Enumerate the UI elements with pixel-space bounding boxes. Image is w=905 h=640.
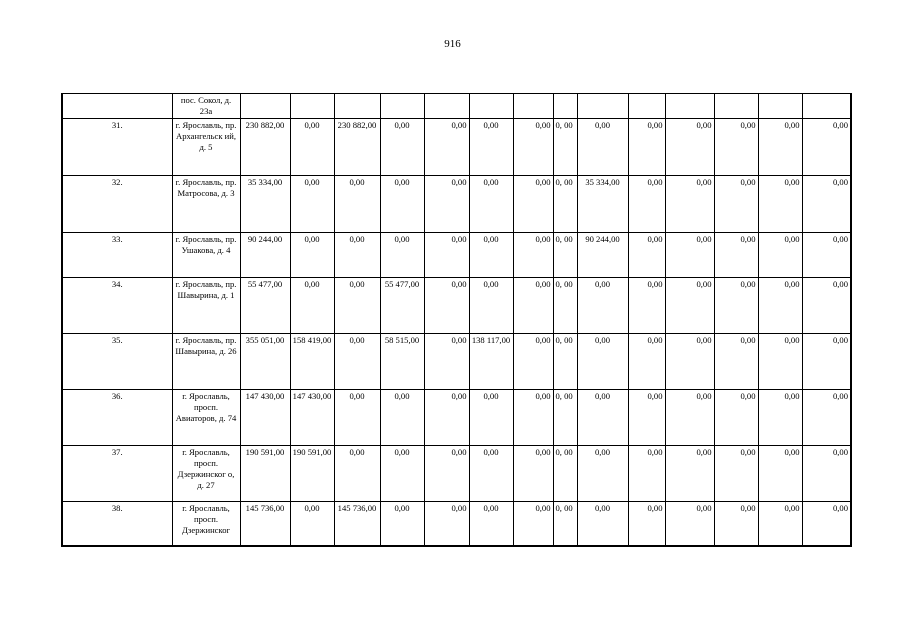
cell [424,94,469,119]
cell-address: г. Ярославль, просп. Авиаторов, д. 74 [172,389,240,445]
cell-col-8: 0, 00 [553,277,577,333]
page-number: 916 [444,38,461,50]
cell [802,94,851,119]
cell-col-2: 0,00 [290,501,334,546]
cell-col-10: 0,00 [628,501,665,546]
cell [240,94,290,119]
cell-row-number: 34. [62,277,172,333]
cell-col-7: 0,00 [513,445,553,501]
cell-col-11: 0,00 [665,118,714,175]
cell-col-4: 0,00 [380,175,424,232]
cell-col-3: 0,00 [334,445,380,501]
cell-col-11: 0,00 [665,232,714,277]
cell-col-10: 0,00 [628,232,665,277]
cell-row-number: 37. [62,445,172,501]
cell-col-2: 0,00 [290,118,334,175]
cell-col-12: 0,00 [714,118,758,175]
cell-col-6: 0,00 [469,501,513,546]
cell-col-14: 0,00 [802,175,851,232]
cell-col-5: 0,00 [424,175,469,232]
cell-col-5: 0,00 [424,501,469,546]
cell-total: 230 882,00 [240,118,290,175]
cell-col-5: 0,00 [424,277,469,333]
cell-col-8: 0, 00 [553,501,577,546]
cell-col-7: 0,00 [513,333,553,389]
cell [714,94,758,119]
cell [577,94,628,119]
cell-col-11: 0,00 [665,501,714,546]
cell [553,94,577,119]
cell-col-6: 0,00 [469,445,513,501]
cell-col-11: 0,00 [665,389,714,445]
cell-col-4: 0,00 [380,445,424,501]
cell-col-6: 0,00 [469,277,513,333]
cell-col-9: 0,00 [577,389,628,445]
cell [665,94,714,119]
cell-col-14: 0,00 [802,445,851,501]
cell-col-14: 0,00 [802,501,851,546]
cell-col-5: 0,00 [424,445,469,501]
cell-col-6: 0,00 [469,389,513,445]
cell [758,94,802,119]
cell-col-9: 0,00 [577,118,628,175]
cell-col-10: 0,00 [628,118,665,175]
cell-col-8: 0, 00 [553,232,577,277]
cell-col-4: 0,00 [380,118,424,175]
cell-address: г. Ярославль, пр. Матросова, д. 3 [172,175,240,232]
cell-col-13: 0,00 [758,389,802,445]
cell-col-12: 0,00 [714,277,758,333]
cell-total: 145 736,00 [240,501,290,546]
cell-address: пос. Сокол, д. 23а [172,94,240,119]
cell-col-5: 0,00 [424,118,469,175]
table-row-continued [62,94,851,119]
cell-num [62,94,172,119]
cell-col-3: 230 882,00 [334,118,380,175]
cell-col-8: 0, 00 [553,118,577,175]
cell-col-8: 0, 00 [553,333,577,389]
cell-row-number: 35. [62,333,172,389]
cell-col-4: 55 477,00 [380,277,424,333]
cell-col-9: 0,00 [577,501,628,546]
cell-col-2: 158 419,00 [290,333,334,389]
cell-col-14: 0,00 [802,232,851,277]
cell-col-12: 0,00 [714,232,758,277]
cell-address: г. Ярославль, пр. Шавырина, д. 26 [172,333,240,389]
cell-col-12: 0,00 [714,333,758,389]
cell-col-4: 58 515,00 [380,333,424,389]
cell-col-11: 0,00 [665,175,714,232]
cell-col-6: 138 117,00 [469,333,513,389]
cell-col-6: 0,00 [469,175,513,232]
cell-col-11: 0,00 [665,333,714,389]
cell-col-3: 0,00 [334,175,380,232]
cell-col-9: 0,00 [577,445,628,501]
cell-col-12: 0,00 [714,389,758,445]
cell-col-10: 0,00 [628,277,665,333]
cell-col-14: 0,00 [802,389,851,445]
cell-col-5: 0,00 [424,333,469,389]
cell-col-5: 0,00 [424,389,469,445]
table-row [62,333,851,389]
cell-row-number: 33. [62,232,172,277]
cell-total: 190 591,00 [240,445,290,501]
cell-col-13: 0,00 [758,333,802,389]
cell-col-2: 190 591,00 [290,445,334,501]
cell [380,94,424,119]
cell-col-7: 0,00 [513,175,553,232]
cell-total: 55 477,00 [240,277,290,333]
cell-row-number: 32. [62,175,172,232]
table-row [62,277,851,333]
cell [290,94,334,119]
table-row [62,175,851,232]
cell-col-14: 0,00 [802,118,851,175]
cell-col-2: 0,00 [290,277,334,333]
cell [469,94,513,119]
cell-col-10: 0,00 [628,445,665,501]
cell-col-3: 0,00 [334,333,380,389]
cell-col-7: 0,00 [513,277,553,333]
cell-col-14: 0,00 [802,277,851,333]
cell-col-6: 0,00 [469,232,513,277]
cell-col-13: 0,00 [758,118,802,175]
cell [334,94,380,119]
cell-col-7: 0,00 [513,389,553,445]
cell-total: 35 334,00 [240,175,290,232]
cell-row-number: 31. [62,118,172,175]
cell-address: г. Ярославль, пр. Шавырина, д. 1 [172,277,240,333]
cell-col-13: 0,00 [758,175,802,232]
cell-col-11: 0,00 [665,277,714,333]
cell [628,94,665,119]
table-row [62,118,851,175]
cell-address: г. Ярославль, просп. Дзержинског [172,501,240,546]
cell-address: г. Ярославль, пр. Ушакова, д. 4 [172,232,240,277]
cell-col-4: 0,00 [380,389,424,445]
cell-address: г. Ярославль, пр. Архангельск ий, д. 5 [172,118,240,175]
cell-col-9: 0,00 [577,277,628,333]
cell-col-7: 0,00 [513,501,553,546]
cell-col-6: 0,00 [469,118,513,175]
cell-total: 355 051,00 [240,333,290,389]
cell-col-9: 90 244,00 [577,232,628,277]
cell-col-4: 0,00 [380,232,424,277]
cell-col-11: 0,00 [665,445,714,501]
cell-col-2: 147 430,00 [290,389,334,445]
cell-col-8: 0, 00 [553,445,577,501]
cell-col-7: 0,00 [513,232,553,277]
cell-total: 90 244,00 [240,232,290,277]
cell-row-number: 38. [62,501,172,546]
cell-col-12: 0,00 [714,175,758,232]
cell-col-13: 0,00 [758,232,802,277]
table-row [62,445,851,501]
cell [513,94,553,119]
cell-col-4: 0,00 [380,501,424,546]
cell-col-13: 0,00 [758,277,802,333]
table-row [62,501,851,546]
cell-col-3: 0,00 [334,232,380,277]
cell-col-3: 0,00 [334,277,380,333]
cell-col-10: 0,00 [628,389,665,445]
cell-col-13: 0,00 [758,445,802,501]
cell-col-9: 35 334,00 [577,175,628,232]
cell-col-10: 0,00 [628,333,665,389]
cell-total: 147 430,00 [240,389,290,445]
cell-col-8: 0, 00 [553,175,577,232]
cell-col-8: 0, 00 [553,389,577,445]
register-table [61,93,852,547]
cell-col-9: 0,00 [577,333,628,389]
cell-col-7: 0,00 [513,118,553,175]
cell-row-number: 36. [62,389,172,445]
cell-col-12: 0,00 [714,445,758,501]
cell-col-10: 0,00 [628,175,665,232]
cell-address: г. Ярославль, просп. Дзержинског о, д. 27 [172,445,240,501]
table-row [62,232,851,277]
cell-col-12: 0,00 [714,501,758,546]
cell-col-3: 0,00 [334,389,380,445]
cell-col-13: 0,00 [758,501,802,546]
cell-col-3: 145 736,00 [334,501,380,546]
cell-col-14: 0,00 [802,333,851,389]
cell-col-2: 0,00 [290,232,334,277]
table-row [62,389,851,445]
cell-col-5: 0,00 [424,232,469,277]
cell-col-2: 0,00 [290,175,334,232]
